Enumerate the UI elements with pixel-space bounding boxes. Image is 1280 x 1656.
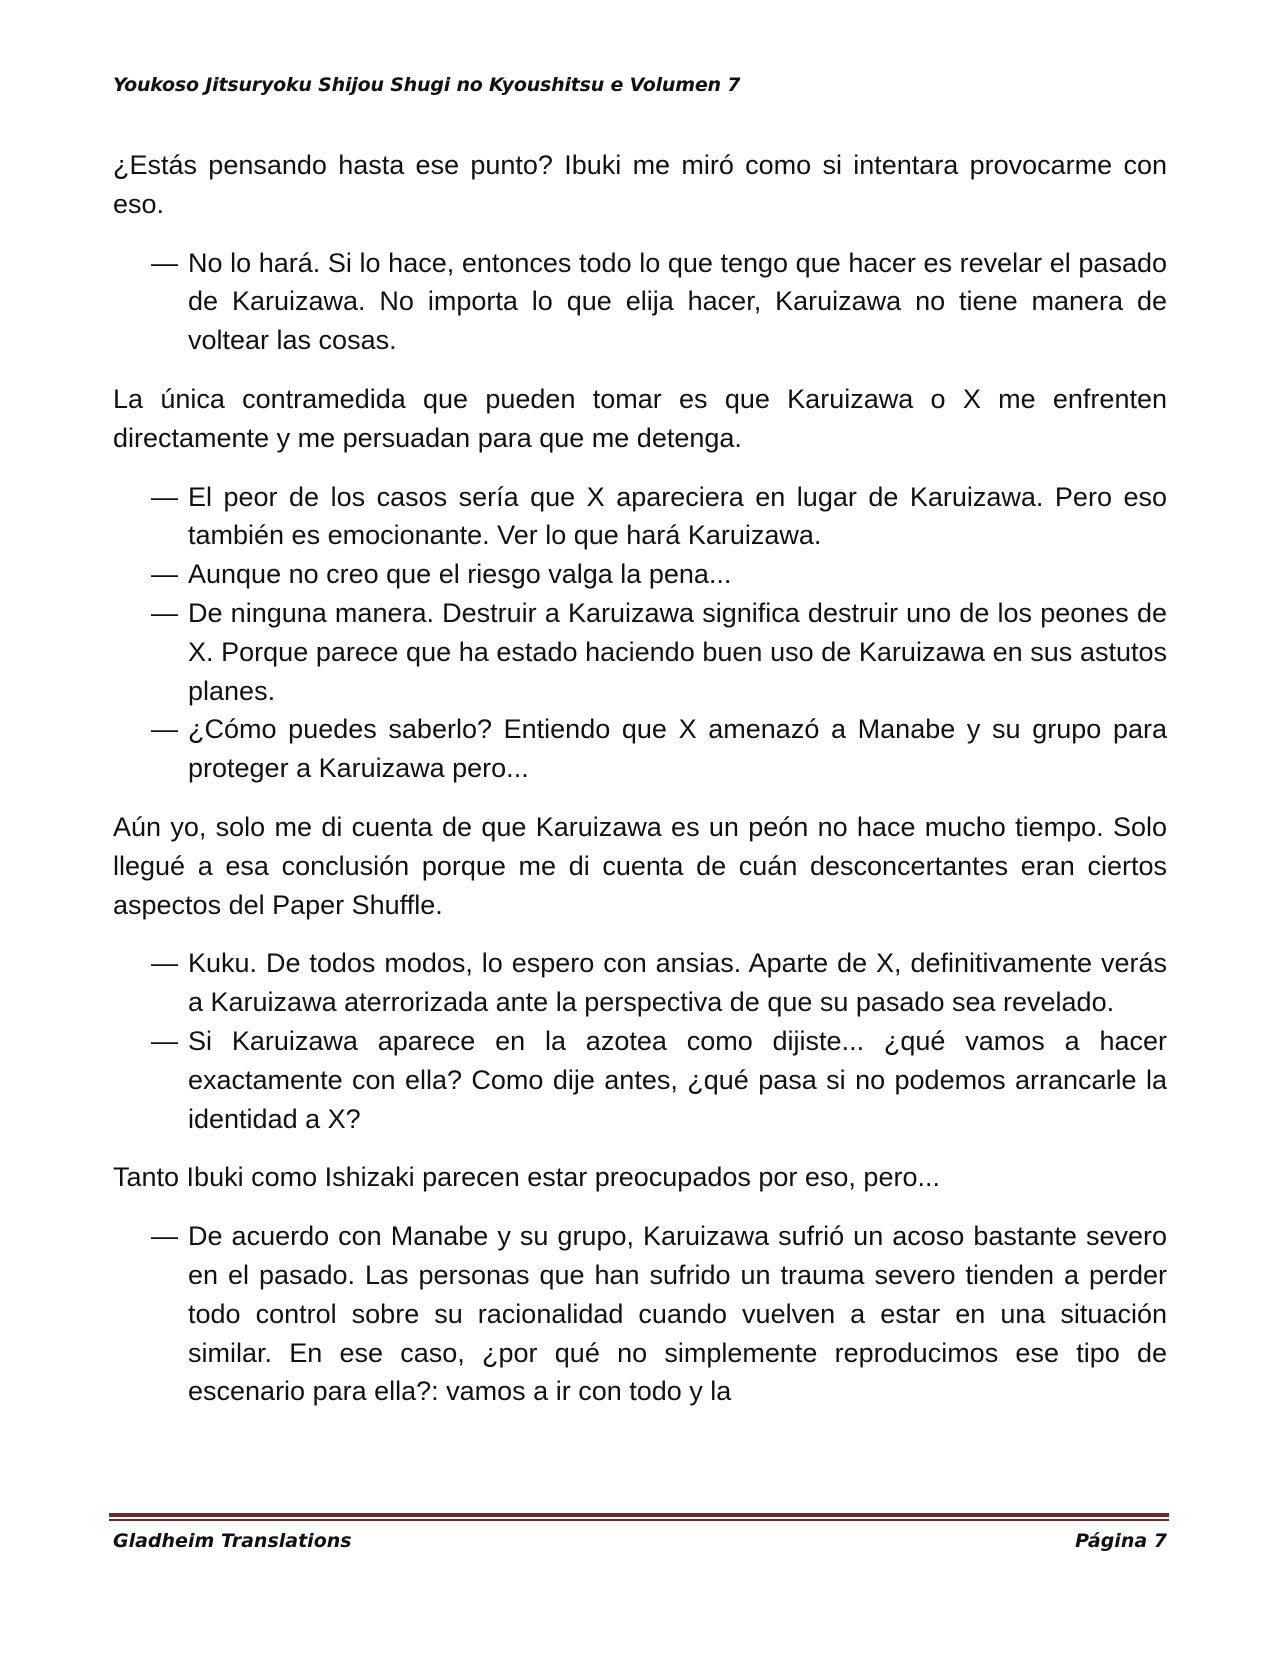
footer-page-number: Página 7 — [1075, 1530, 1167, 1552]
page-body — [113, 146, 1167, 1411]
footer-divider-thick — [109, 1513, 1169, 1517]
narration-paragraph: Tanto Ibuki como Ishizaki parecen estar preocupados por eso, pero... — [113, 1162, 940, 1193]
dialogue-line: — Kuku. De todos modos, lo espero con ansias. Aparte de X, definitivamente verás a Karuizawa aterrorizada ante la perspectiva de que su pasado sea revelado. — [113, 944, 1167, 1022]
dialogue-line: — No lo hará. Si lo hace, entonces todo lo que tengo que hacer es revelar el pasado de Karuizawa. No importa lo que elija hacer, Karuizawa no tiene manera de voltear las cosas. — [113, 244, 1167, 360]
dialogue-line: — De acuerdo con Manabe y su grupo, Karuizawa sufrió un acoso bastante severo en el pasado. Las personas que han sufrido un trauma severo tienden a perder todo control sobre su racionalidad cuando vuelven a estar en una situación similar. En ese caso, ¿por qué no simplemente reproducimos ese tipo de escenario para ella?: vamos a ir con todo y la — [113, 1217, 1167, 1411]
narration-paragraph: La única contramedida que pueden tomar es que Karuizawa o X me enfrenten directamente y me persuadan para que me detenga. — [113, 383, 1167, 453]
dialogue-line: — De ninguna manera. Destruir a Karuizawa significa destruir uno de los peones de X. Porque parece que ha estado haciendo buen uso de Karuizawa en sus astutos planes. — [113, 594, 1167, 710]
page-header-title: Youkoso Jitsuryoku Shijou Shugi no Kyoushitsu e Volumen 7 — [113, 74, 741, 96]
dialogue-line: — Si Karuizawa aparece en la azotea como dijiste... ¿qué vamos a hacer exactamente con ella? Como dije antes, ¿qué pasa si no podemos arrancarle la identidad a X? — [113, 1022, 1167, 1138]
footer-divider-thin — [109, 1519, 1169, 1521]
footer-divider — [109, 1513, 1169, 1521]
dialogue-line: — Aunque no creo que el riesgo valga la pena... — [113, 555, 1167, 594]
footer-translator-credit: Gladheim Translations — [113, 1530, 352, 1552]
narration-paragraph: Aún yo, solo me di cuenta de que Karuizawa es un peón no hace mucho tiempo. Solo llegué a esa conclusión porque me di cuenta de cuán desconcertantes eran ciertos aspectos del Paper Shuffle. — [113, 811, 1167, 920]
dialogue-line: — El peor de los casos sería que X apareciera en lugar de Karuizawa. Pero eso también es emocionante. Ver lo que hará Karuizawa. — [113, 478, 1167, 556]
dialogue-line: — ¿Cómo puedes saberlo? Entiendo que X amenazó a Manabe y su grupo para proteger a Karuizawa pero... — [113, 710, 1167, 788]
narration-paragraph: ¿Estás pensando hasta ese punto? Ibuki me miró como si intentara provocarme con eso. — [113, 150, 1167, 219]
